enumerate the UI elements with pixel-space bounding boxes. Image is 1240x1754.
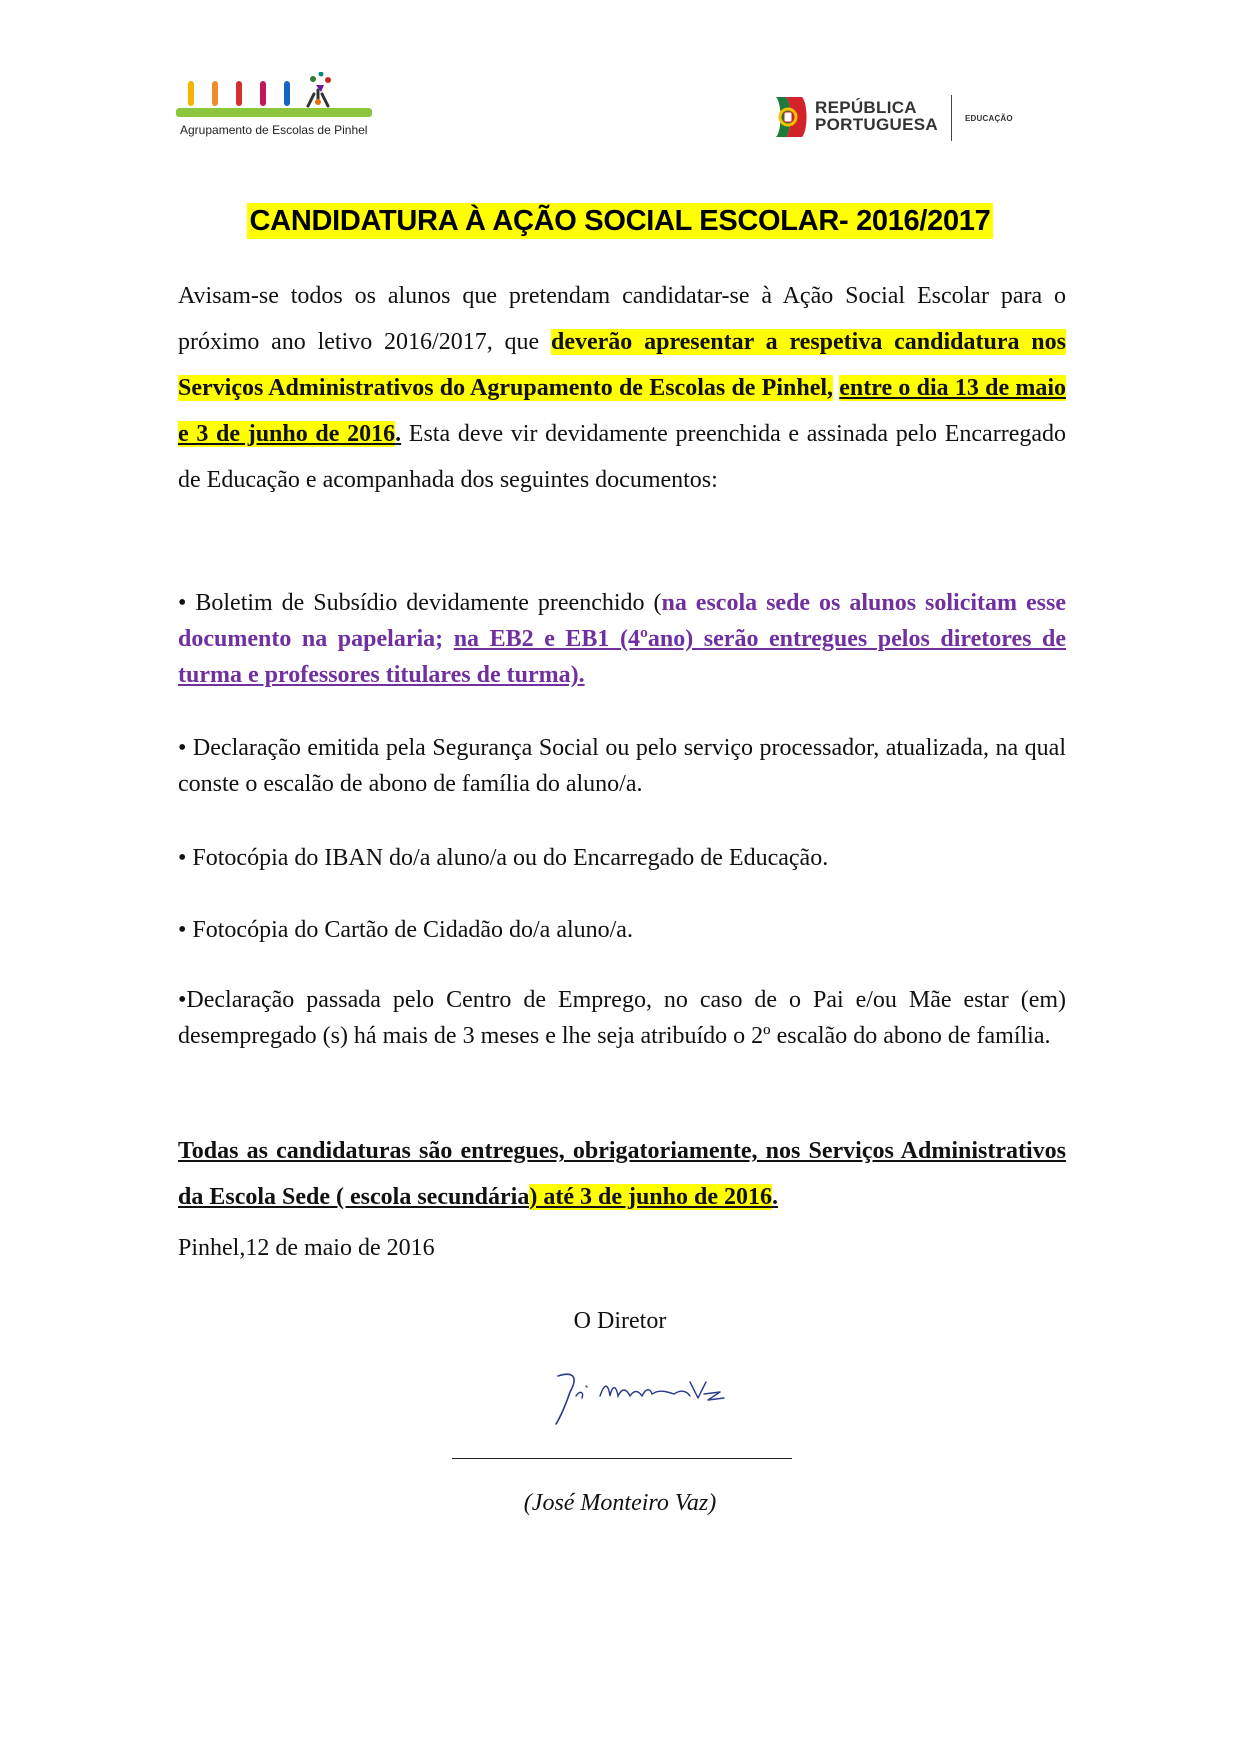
ministry-label: EDUCAÇÃO xyxy=(965,114,1013,123)
intro-paragraph xyxy=(178,273,1066,503)
final-text: Todas as candidaturas são entregues, obrigatoriamente, nos Serviços Administrativos da Escola Sede ( escola secundária xyxy=(178,1138,1066,1210)
signature-title: O Diretor xyxy=(573,1308,667,1334)
handwritten-signature xyxy=(540,1362,730,1430)
list-item-declaracao-seguranca-social: • Declaração emitida pela Segurança Social ou pelo serviço processador, atualizada, na qual conste o escalão de abono de família do aluno/a. xyxy=(178,735,1066,797)
logo-divider xyxy=(951,95,952,141)
intro-text-2: Esta deve vir devidamente preenchida e assinada pelo Encarregado de Educação e acompanhada dos seguintes documentos: xyxy=(178,421,1067,493)
wordmark-line-1: REPÚBLICA xyxy=(815,98,917,117)
signatory-name: (José Monteiro Vaz) xyxy=(523,1490,717,1516)
final-period: . xyxy=(772,1184,778,1210)
final-highlight: ) até 3 de junho de 2016 xyxy=(529,1184,772,1210)
list-item-boletim xyxy=(178,585,1066,693)
intro-text-1: Avisam-se todos os alunos que pretendam candidatar-se à Ação Social Escolar para o próximo ano letivo 2016/2017, que xyxy=(178,283,1066,355)
list-item-iban: • Fotocópia do IBAN do/a aluno/a ou do Encarregado de Educação. xyxy=(178,845,829,871)
signature-line xyxy=(452,1458,792,1459)
wordmark-line-2: PORTUGUESA xyxy=(815,115,938,134)
boletim-purple-underlined-text: na EB2 e EB1 (4ºano) serão entregues pelos diretores de turma e professores titulares de turma). xyxy=(178,626,1066,688)
republica-portuguesa-logo xyxy=(770,93,1020,143)
page-title: CANDIDATURA À AÇÃO SOCIAL ESCOLAR- 2016/2017 xyxy=(247,203,994,239)
intro-date-range: entre o dia 13 de maio e 3 de junho de 2016 xyxy=(178,375,1067,447)
school-logo-caption: Agrupamento de Escolas de Pinhel xyxy=(180,123,368,137)
portugal-flag-emblem-icon xyxy=(770,93,810,141)
intro-highlight: deverão apresentar a respetiva candidatura nos Serviços Administrativos do Agrupamento de Escolas de Pinhel, xyxy=(178,329,1066,401)
final-notice xyxy=(178,1128,1066,1220)
republica-portuguesa-wordmark xyxy=(815,99,938,133)
document-date: Pinhel,12 de maio de 2016 xyxy=(178,1235,435,1261)
boletim-purple-text: na escola sede os alunos solicitam esse documento na papelaria; xyxy=(178,590,1066,652)
title-container xyxy=(0,203,1240,239)
intro-period: . xyxy=(395,421,402,447)
list-item-cartao-cidadao: • Fotocópia do Cartão de Cidadão do/a aluno/a. xyxy=(178,917,633,943)
boletim-text: • Boletim de Subsídio devidamente preenchido ( xyxy=(178,590,662,616)
list-item-centro-emprego: •Declaração passada pelo Centro de Emprego, no caso de o Pai e/ou Mãe estar (em) desempregado (s) há mais de 3 meses e lhe seja atribuído o 2º escalão do abono de família. xyxy=(178,987,1066,1049)
